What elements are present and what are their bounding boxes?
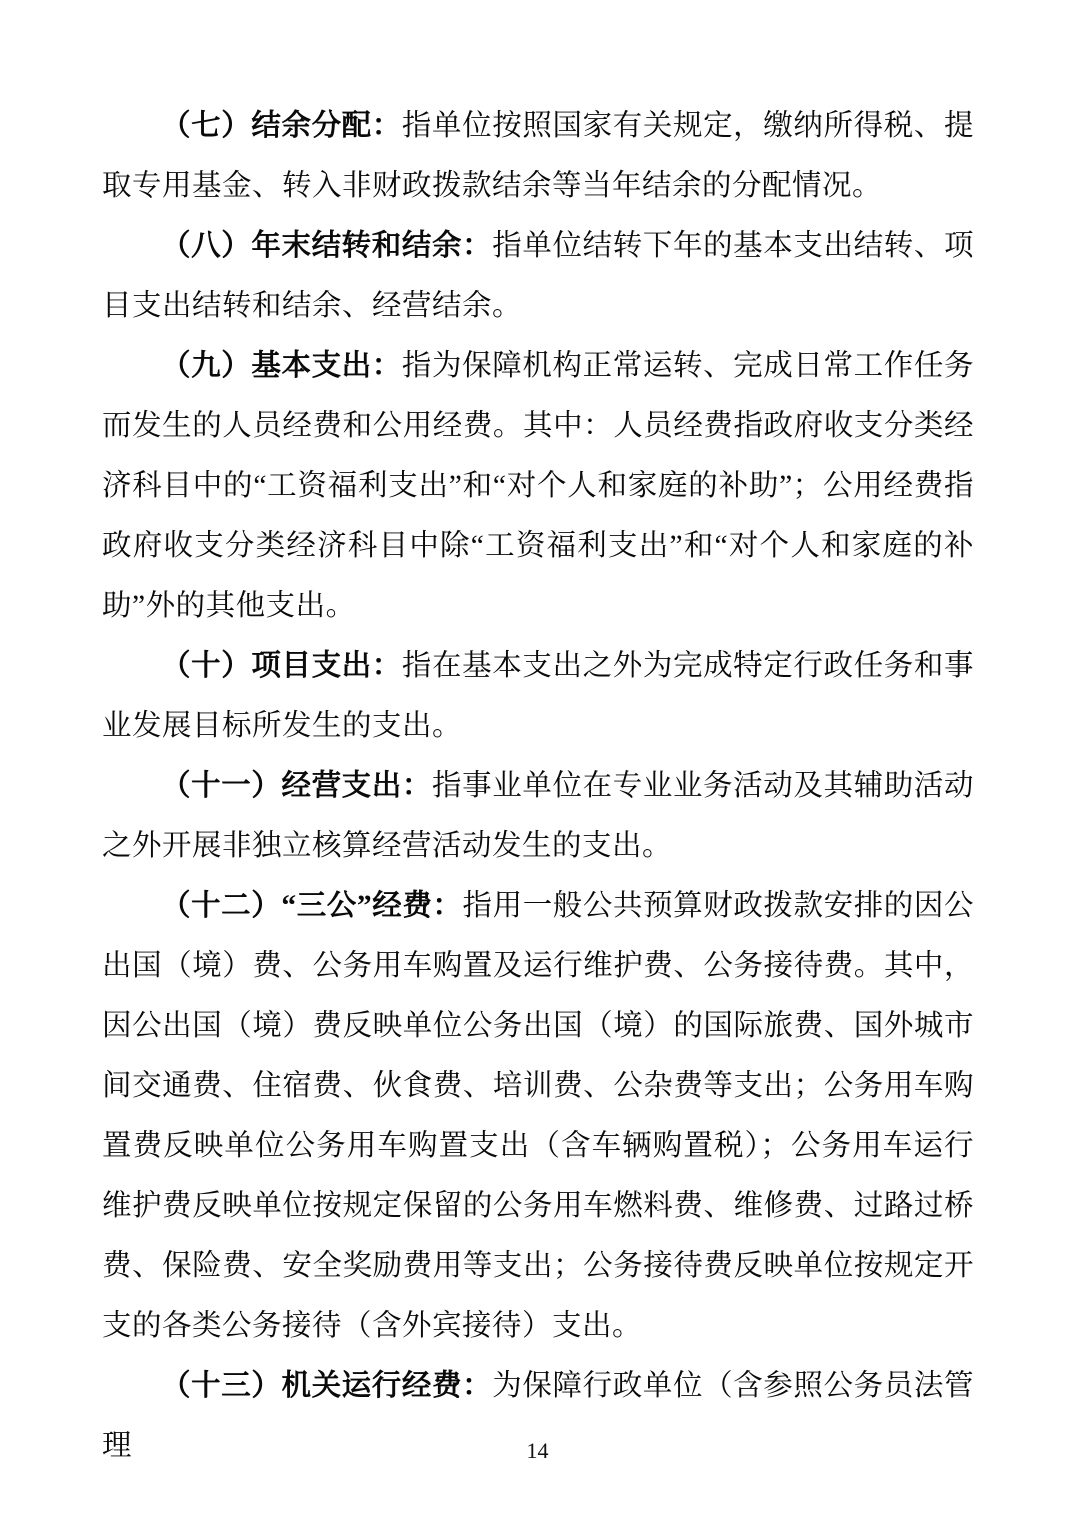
paragraph-operating-expenditure: [102, 756, 974, 876]
paragraph-balance-distribution: [102, 96, 974, 216]
page-footer: [0, 1436, 1075, 1466]
page-number: 14: [526, 1438, 549, 1463]
term-definition: 指单位结转下年的基本支出结转、项目支出结转和结余、经营结余。: [102, 230, 974, 322]
term-definition: 指事业单位在专业业务活动及其辅助活动之外开展非独立核算经营活动发生的支出。: [102, 770, 974, 862]
term-label: （七）结余分配：: [161, 110, 402, 142]
term-label: （九）基本支出：: [161, 350, 402, 382]
term-definition: 指用一般公共预算财政拨款安排的因公出国（境）费、公务用车购置及运行维护费、公务接待费。其中，因公出国（境）费反映单位公务出国（境）的国际旅费、国外城市间交通费、住宿费、伙食费、培训费、公杂费等支出；公务用车购置费反映单位公务用车购置支出（含车辆购置税）；公务用车运行维护费反映单位按规定保留的公务用车燃料费、维修费、过路过桥费、保险费、安全奖励费用等支出；公务接待费反映单位按规定开支的各类公务接待（含外宾接待）支出。: [102, 890, 974, 1342]
document-body: [102, 96, 974, 1476]
term-label: （十一）经营支出：: [161, 770, 433, 802]
term-label: （十三）机关运行经费：: [161, 1370, 493, 1402]
paragraph-three-public-funds: [102, 876, 974, 1356]
term-definition: 指单位按照国家有关规定，缴纳所得税、提取专用基金、转入非财政拨款结余等当年结余的分配情况。: [102, 110, 974, 202]
term-label: （十二）“三公”经费：: [161, 890, 463, 922]
term-label: （十）项目支出：: [161, 650, 402, 682]
term-label: （八）年末结转和结余：: [161, 230, 493, 262]
term-definition: 指为保障机构正常运转、完成日常工作任务而发生的人员经费和公用经费。其中：人员经费指政府收支分类经济科目中的“工资福利支出”和“对个人和家庭的补助”；公用经费指政府收支分类经济科目中除“工资福利支出”和“对个人和家庭的补助”外的其他支出。: [102, 350, 974, 622]
term-definition: 指在基本支出之外为完成特定行政任务和事业发展目标所发生的支出。: [102, 650, 974, 742]
paragraph-year-end-carryover: [102, 216, 974, 336]
paragraph-basic-expenditure: [102, 336, 974, 636]
paragraph-project-expenditure: [102, 636, 974, 756]
term-definition: 为保障行政单位（含参照公务员法管理: [102, 1370, 974, 1462]
